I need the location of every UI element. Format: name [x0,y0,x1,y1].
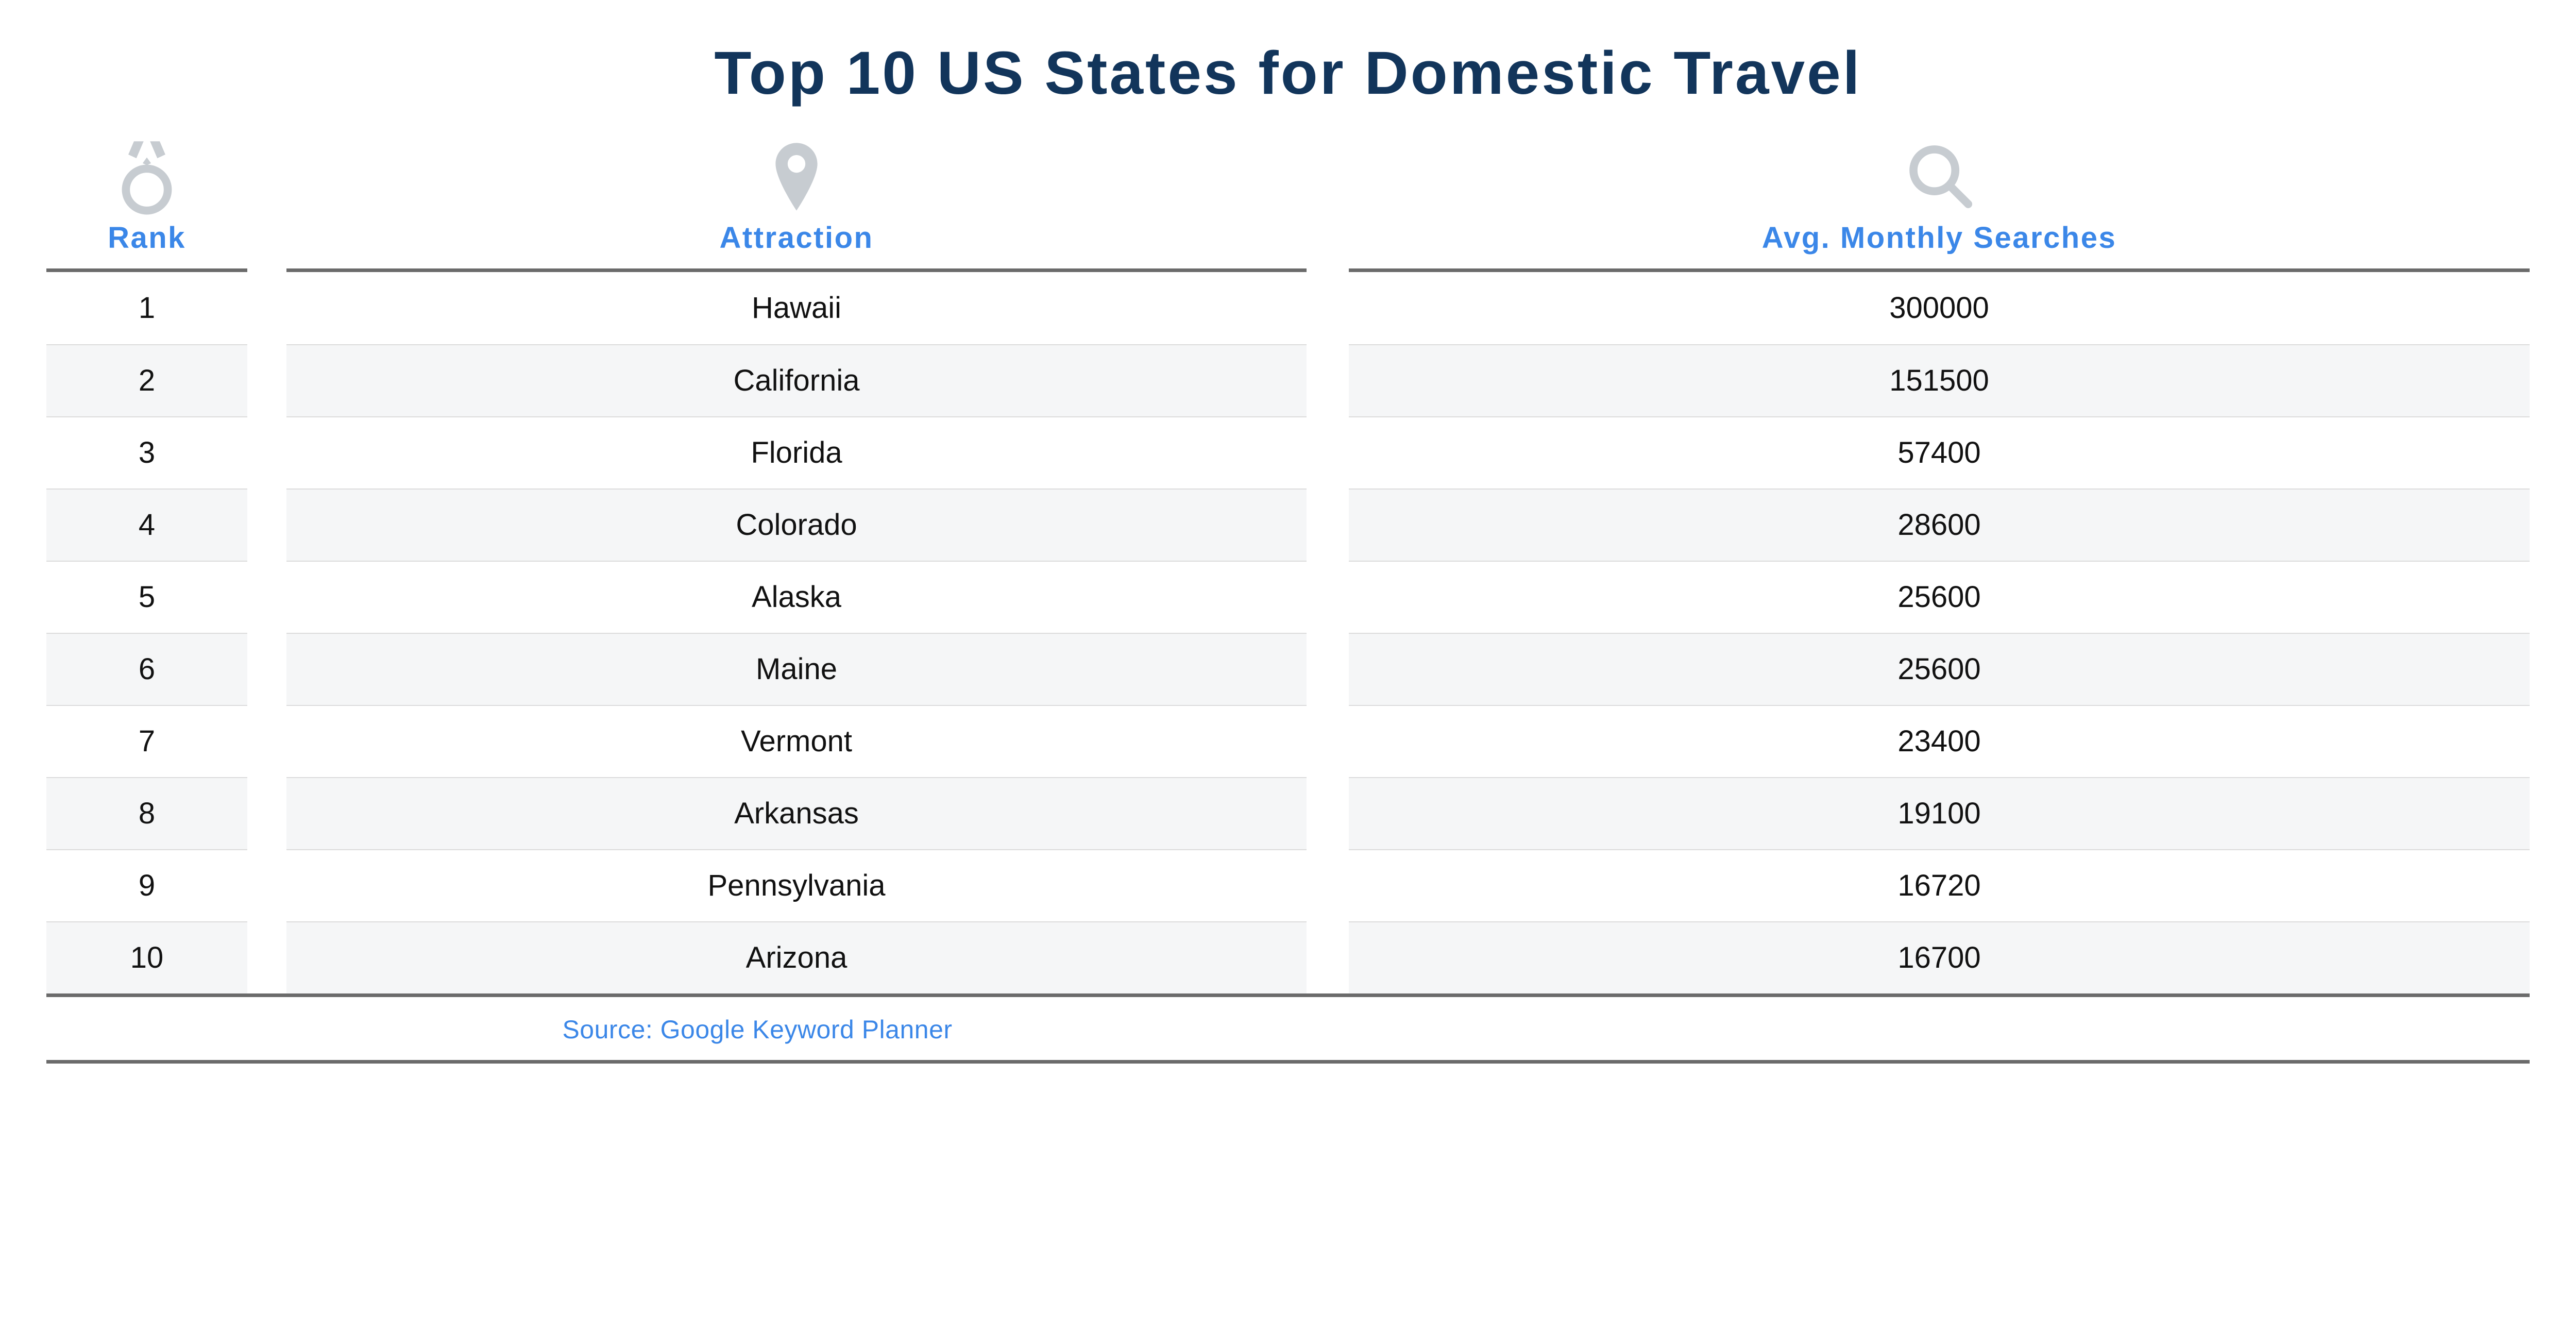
row-gap-2 [1307,272,1349,344]
table-bottom-divider [46,993,2530,997]
row-gap-1 [247,488,286,561]
cell-attraction: Florida [286,416,1307,488]
header-divider [46,268,2530,272]
cell-rank: 2 [46,344,247,416]
header-label-rank: Rank [108,221,186,255]
cell-attraction: Arkansas [286,777,1307,849]
table-row [46,416,2530,488]
table-header-row [46,138,2530,268]
source-note-text: Source: Google Keyword Planner [562,1015,953,1044]
cell-rank: 6 [46,633,247,705]
table-row [46,561,2530,633]
header-cell-attraction [286,138,1307,268]
table-row [46,633,2530,705]
cell-attraction: Colorado [286,488,1307,561]
row-gap-2 [1307,561,1349,633]
header-divider-gap-1 [247,268,286,272]
row-gap-1 [247,344,286,416]
header-divider-attraction [286,268,1307,272]
row-gap-2 [1307,344,1349,416]
cell-searches: 25600 [1349,561,2530,633]
cell-searches: 23400 [1349,705,2530,777]
cell-searches: 19100 [1349,777,2530,849]
header-label-searches: Avg. Monthly Searches [1761,221,2117,255]
cell-rank: 4 [46,488,247,561]
cell-rank: 5 [46,561,247,633]
map-pin-icon [286,138,1307,215]
header-divider-gap-2 [1307,268,1349,272]
row-gap-1 [247,705,286,777]
cell-rank: 10 [46,921,247,993]
cell-searches: 16700 [1349,921,2530,993]
cell-attraction: Alaska [286,561,1307,633]
row-gap-2 [1307,849,1349,921]
page-title: Top 10 US States for Domestic Travel [714,39,1862,107]
cell-attraction: Vermont [286,705,1307,777]
header-divider-searches [1349,268,2530,272]
row-gap-2 [1307,416,1349,488]
table-row [46,344,2530,416]
cell-searches: 300000 [1889,291,1989,325]
table-row [46,705,2530,777]
row-gap-1 [247,777,286,849]
search-icon [1349,138,2530,215]
cell-attraction: Hawaii [751,291,842,325]
row-gap-1 [247,272,286,344]
header-label-attraction: Attraction [719,221,874,255]
row-gap-2 [1307,777,1349,849]
cell-attraction: Arizona [286,921,1307,993]
row-gap-2 [1307,633,1349,705]
row-gap-2 [1307,921,1349,993]
header-cell-rank [46,138,247,268]
row-gap-2 [1307,705,1349,777]
footer-divider [46,1060,2530,1064]
row-gap-1 [247,416,286,488]
table-row [46,849,2530,921]
cell-searches: 151500 [1349,344,2530,416]
cell-rank: 9 [46,849,247,921]
row-gap-1 [247,921,286,993]
cell-searches: 16720 [1349,849,2530,921]
source-note [46,997,2530,1060]
row-gap-1 [247,633,286,705]
header-divider-rank [46,268,247,272]
cell-rank: 7 [46,705,247,777]
table-row [46,921,2530,993]
cell-rank: 8 [46,777,247,849]
table-row [46,777,2530,849]
cell-attraction: California [286,344,1307,416]
medal-icon [46,138,247,215]
row-gap-1 [247,849,286,921]
header-cell-searches [1349,138,2530,268]
cell-searches: 25600 [1349,633,2530,705]
cell-attraction: Pennsylvania [286,849,1307,921]
cell-attraction: Maine [286,633,1307,705]
table-row [46,272,2530,344]
data-table [46,107,2530,993]
cell-rank: 1 [138,291,156,325]
row-gap-2 [1307,488,1349,561]
cell-searches: 28600 [1349,488,2530,561]
row-gap-1 [247,561,286,633]
table-body [46,272,2530,993]
cell-searches: 57400 [1349,416,2530,488]
cell-rank: 3 [46,416,247,488]
table-row [46,488,2530,561]
